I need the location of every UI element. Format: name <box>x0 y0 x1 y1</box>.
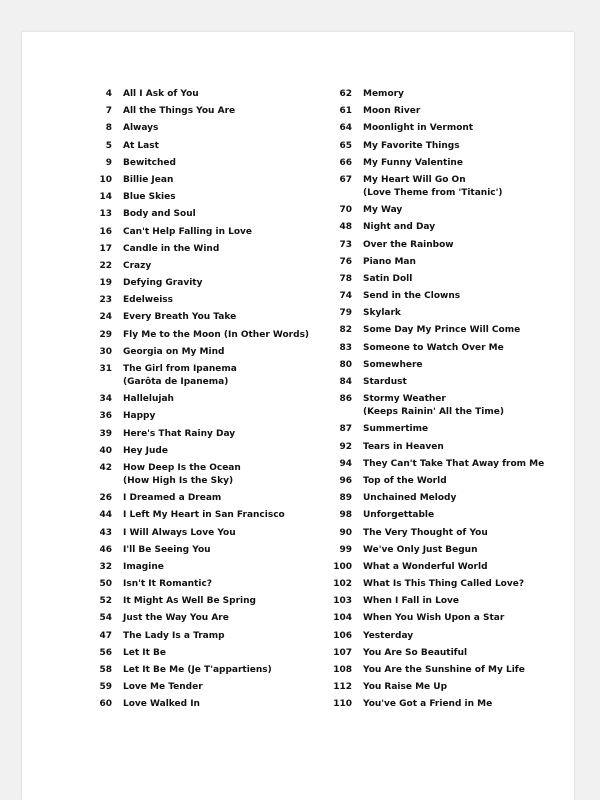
song-title: Yesterday <box>363 630 414 641</box>
song-title: Hallelujah <box>123 394 174 405</box>
page-number: 112 <box>333 682 352 693</box>
song-title: Here's That Rainy Day <box>123 428 236 439</box>
song-title: You Are the Sunshine of My Life <box>363 665 525 675</box>
song-title: Happy <box>123 411 156 422</box>
document-page <box>22 32 574 800</box>
contents-entry <box>325 698 565 711</box>
song-title: The Very Thought of You <box>363 527 488 538</box>
page-number: 8 <box>105 123 112 134</box>
song-title-block <box>363 475 447 488</box>
song-title-block <box>363 492 456 505</box>
song-title: Stardust <box>363 377 407 387</box>
page-number: 87 <box>339 424 352 435</box>
contents-entry <box>90 260 320 273</box>
contents-entry <box>325 612 565 625</box>
song-title-block <box>123 462 241 488</box>
song-title-block <box>123 174 173 187</box>
page-number: 59 <box>99 682 112 693</box>
song-title: Billie Jean <box>123 174 174 185</box>
song-title: Somewhere <box>363 359 423 370</box>
page-number: 9 <box>105 157 112 168</box>
song-title-block <box>363 273 412 286</box>
page-number: 106 <box>333 630 352 641</box>
page-number: 89 <box>339 493 352 504</box>
song-title: I Dreamed a Dream <box>123 493 222 504</box>
page-number: 26 <box>99 493 112 504</box>
song-title: Moon River <box>363 106 421 117</box>
contents-entry <box>325 105 565 118</box>
song-title: Let It Be <box>123 647 167 658</box>
song-title-block <box>123 105 235 118</box>
contents-entry <box>90 140 320 153</box>
page-number: 5 <box>105 140 112 151</box>
contents-entry <box>90 329 320 342</box>
contents-entry <box>325 88 565 101</box>
page-number: 108 <box>333 665 352 675</box>
song-title-block <box>363 359 423 372</box>
song-title: Piano Man <box>363 256 416 267</box>
song-title-block <box>123 630 225 643</box>
contents-entry <box>90 346 320 359</box>
contents-column-left <box>90 88 320 716</box>
song-title-block <box>363 140 460 153</box>
contents-entry <box>90 509 320 522</box>
contents-entry <box>325 122 565 135</box>
contents-entry <box>90 363 320 389</box>
page-number: 19 <box>99 278 112 289</box>
page-number: 31 <box>99 364 112 374</box>
song-title-block <box>363 88 404 101</box>
song-title-block <box>363 458 544 471</box>
page-number: 96 <box>339 475 352 486</box>
page-number: 30 <box>99 346 112 357</box>
contents-entry <box>325 239 565 252</box>
contents-entry <box>90 105 320 118</box>
page-number: 46 <box>99 544 112 555</box>
song-title-block <box>123 509 285 522</box>
contents-entry <box>90 647 320 660</box>
song-title-block <box>363 561 488 574</box>
song-title: My Heart Will Go On <box>363 174 466 185</box>
song-title: Crazy <box>123 260 152 271</box>
contents-entry <box>90 428 320 441</box>
contents-entry <box>90 664 320 677</box>
page-number: 54 <box>99 613 112 624</box>
song-title-block <box>363 256 416 269</box>
song-title-block <box>363 595 459 608</box>
page-number: 43 <box>99 527 112 538</box>
contents-entry <box>325 256 565 269</box>
song-title: I Will Always Love You <box>123 527 236 538</box>
page-number: 32 <box>99 561 112 572</box>
song-title-block <box>363 393 504 419</box>
song-title-block <box>123 544 211 557</box>
song-title-block <box>123 122 158 135</box>
page-number: 22 <box>99 260 112 271</box>
contents-entry <box>90 122 320 135</box>
song-title-block <box>123 698 200 711</box>
song-title: When You Wish Upon a Star <box>363 613 505 624</box>
song-title: Blue Skies <box>123 192 176 203</box>
contents-entry <box>90 612 320 625</box>
page-number: 13 <box>99 209 112 220</box>
song-title: Hey Jude <box>123 445 168 456</box>
song-subtitle: (How High Is the Sky) <box>123 475 234 486</box>
song-subtitle: (Love Theme from 'Titanic') <box>363 187 503 198</box>
contents-entry <box>90 578 320 591</box>
page-number: 4 <box>105 89 112 99</box>
contents-entry <box>325 647 565 660</box>
contents-entry <box>325 423 565 436</box>
contents-entry <box>90 544 320 557</box>
song-title-block <box>363 221 435 234</box>
song-title: Georgia on My Mind <box>123 346 225 357</box>
song-title: What a Wonderful World <box>363 561 488 572</box>
contents-entry <box>325 630 565 643</box>
page-number: 73 <box>339 239 352 250</box>
song-title: You've Got a Friend in Me <box>363 699 493 710</box>
page-number: 60 <box>99 699 112 710</box>
song-title-block <box>363 441 444 454</box>
song-title: Memory <box>363 89 404 99</box>
song-title-block <box>363 544 477 557</box>
contents-entry <box>325 561 565 574</box>
page-number: 84 <box>339 377 352 387</box>
contents-entry <box>325 140 565 153</box>
contents-entry <box>90 527 320 540</box>
contents-entry <box>325 359 565 372</box>
contents-entry <box>90 492 320 505</box>
song-title-block <box>123 191 176 204</box>
song-title-block <box>123 140 159 153</box>
song-title-block <box>123 527 236 540</box>
song-title: Body and Soul <box>123 209 196 220</box>
contents-entry <box>325 174 565 200</box>
contents-entry <box>90 393 320 406</box>
song-title: Some Day My Prince Will Come <box>363 325 521 336</box>
page-number: 39 <box>99 428 112 439</box>
song-title-block <box>123 363 237 389</box>
song-title-block <box>363 612 504 625</box>
page-number: 10 <box>99 174 112 185</box>
song-title-block <box>363 681 447 694</box>
song-title: All the Things You Are <box>123 106 236 117</box>
song-title-block <box>123 595 256 608</box>
song-title-block <box>123 445 168 458</box>
contents-entry <box>325 664 565 677</box>
song-title: You Are So Beautiful <box>363 647 468 658</box>
song-title-block <box>363 578 524 591</box>
contents-entry <box>325 157 565 170</box>
contents-entry <box>325 393 565 419</box>
song-title-block <box>123 260 151 273</box>
song-title: Always <box>123 123 159 134</box>
contents-entry <box>90 698 320 711</box>
song-title-block <box>363 204 402 217</box>
song-title: Let It Be Me (Je T'appartiens) <box>123 665 272 675</box>
song-title-block <box>123 329 309 342</box>
song-title-block <box>123 243 219 256</box>
page-number: 44 <box>99 510 112 521</box>
contents-entry <box>90 208 320 221</box>
song-title: Unforgettable <box>363 510 435 521</box>
song-title: It Might As Well Be Spring <box>123 596 256 607</box>
song-title-block <box>123 226 252 239</box>
contents-column-right <box>325 88 565 716</box>
page-number: 65 <box>339 140 352 151</box>
song-title: Skylark <box>363 308 401 319</box>
song-title: Night and Day <box>363 222 436 233</box>
song-title: They Can't Take That Away from Me <box>363 458 545 469</box>
song-title: Tears in Heaven <box>363 441 444 452</box>
song-title-block <box>363 527 488 540</box>
page-number: 78 <box>339 273 352 284</box>
contents-entry <box>325 475 565 488</box>
song-title-block <box>363 698 492 711</box>
page-number: 80 <box>339 359 352 370</box>
song-title: All I Ask of You <box>123 89 199 99</box>
page-number: 16 <box>99 226 112 237</box>
song-title: At Last <box>123 140 159 151</box>
song-title: Just the Way You Are <box>123 613 229 624</box>
page-number: 62 <box>339 89 352 99</box>
contents-entry <box>90 462 320 488</box>
song-title-block <box>363 290 460 303</box>
page-number: 40 <box>99 445 112 456</box>
page-number: 104 <box>333 613 352 624</box>
page-number: 48 <box>339 222 352 233</box>
song-title-block <box>363 342 504 355</box>
page-number: 24 <box>99 312 112 323</box>
page-number: 58 <box>99 665 112 675</box>
page-number: 110 <box>333 699 352 710</box>
page-number: 67 <box>339 174 352 185</box>
contents-entry <box>325 307 565 320</box>
page-number: 64 <box>339 123 352 134</box>
page-number: 100 <box>333 561 352 572</box>
song-title-block <box>363 105 420 118</box>
song-title: Stormy Weather <box>363 394 446 405</box>
song-title-block <box>363 423 428 436</box>
page-number: 98 <box>339 510 352 521</box>
song-title: Every Breath You Take <box>123 312 237 323</box>
contents-entry <box>90 410 320 423</box>
song-title: Love Walked In <box>123 699 200 710</box>
song-title-block <box>123 612 229 625</box>
song-title: My Funny Valentine <box>363 157 463 168</box>
song-title: Summertime <box>363 424 429 435</box>
song-title: Can't Help Falling in Love <box>123 226 253 237</box>
page-number: 70 <box>339 205 352 216</box>
song-title-block <box>123 393 174 406</box>
song-title-block <box>123 277 202 290</box>
page-number: 90 <box>339 527 352 538</box>
song-title: I'll Be Seeing You <box>123 544 211 555</box>
contents-entry <box>90 226 320 239</box>
page-number: 14 <box>99 192 112 203</box>
song-title: You Raise Me Up <box>363 682 448 693</box>
song-title-block <box>363 174 503 200</box>
song-title: How Deep Is the Ocean <box>123 462 241 473</box>
contents-entry <box>325 458 565 471</box>
page-number: 92 <box>339 441 352 452</box>
page-number: 47 <box>99 630 112 641</box>
song-title-block <box>123 346 224 359</box>
page-number: 23 <box>99 295 112 306</box>
song-title: Edelweiss <box>123 295 173 306</box>
contents-entry <box>325 492 565 505</box>
song-title: The Lady Is a Tramp <box>123 630 225 641</box>
song-title: Imagine <box>123 561 164 572</box>
contents-entry <box>90 561 320 574</box>
song-title-block <box>123 208 196 221</box>
contents-entry <box>325 441 565 454</box>
song-title: Bewitched <box>123 157 176 168</box>
song-title: My Way <box>363 205 403 216</box>
contents-entry <box>325 221 565 234</box>
song-title: Send in the Clowns <box>363 291 461 302</box>
page-number: 83 <box>339 342 352 353</box>
page-number: 34 <box>99 394 112 405</box>
page-number: 99 <box>339 544 352 555</box>
contents-entry <box>90 630 320 643</box>
page-number: 82 <box>339 325 352 336</box>
page-number: 29 <box>99 329 112 340</box>
song-title-block <box>363 376 407 389</box>
song-title-block <box>123 428 235 441</box>
song-title: Unchained Melody <box>363 493 457 504</box>
song-subtitle: (Keeps Rainin' All the Time) <box>363 407 504 418</box>
song-title: Moonlight in Vermont <box>363 123 474 134</box>
page-number: 50 <box>99 579 112 590</box>
contents-entry <box>90 191 320 204</box>
contents-entry <box>90 243 320 256</box>
page-number: 74 <box>339 291 352 302</box>
contents-entry <box>90 174 320 187</box>
song-title: Isn't It Romantic? <box>123 579 213 590</box>
contents-entry <box>325 273 565 286</box>
contents-entry <box>90 294 320 307</box>
contents-entry <box>325 578 565 591</box>
page-number: 76 <box>339 256 352 267</box>
song-title-block <box>123 294 173 307</box>
song-title-block <box>363 630 413 643</box>
song-title-block <box>363 157 463 170</box>
page-number: 61 <box>339 106 352 117</box>
page-number: 17 <box>99 243 112 254</box>
song-title: Fly Me to the Moon (In Other Words) <box>123 329 310 340</box>
contents-entry <box>90 88 320 101</box>
contents-entry <box>325 376 565 389</box>
page-number: 42 <box>99 462 112 473</box>
song-title: Defying Gravity <box>123 278 203 289</box>
contents-entry <box>90 157 320 170</box>
contents-entry <box>325 342 565 355</box>
song-title-block <box>123 647 166 660</box>
song-title-block <box>123 561 164 574</box>
song-title-block <box>363 324 520 337</box>
song-title-block <box>123 157 176 170</box>
song-title-block <box>123 88 199 101</box>
page-number: 52 <box>99 596 112 607</box>
page-number: 56 <box>99 647 112 658</box>
song-title-block <box>123 578 212 591</box>
song-title-block <box>123 492 221 505</box>
contents-entry <box>90 595 320 608</box>
song-title: Love Me Tender <box>123 682 203 693</box>
page-number: 94 <box>339 458 352 469</box>
song-title-block <box>123 681 203 694</box>
song-title-block <box>363 307 401 320</box>
song-subtitle: (Garôta de Ipanema) <box>123 377 229 387</box>
song-title-block <box>363 509 434 522</box>
contents-entry <box>325 509 565 522</box>
song-title: What Is This Thing Called Love? <box>363 579 525 590</box>
contents-entry <box>325 290 565 303</box>
contents-entry <box>325 544 565 557</box>
song-title: When I Fall in Love <box>363 596 459 607</box>
page-number: 36 <box>99 411 112 422</box>
page-number: 7 <box>105 106 112 117</box>
contents-entry <box>325 527 565 540</box>
contents-entry <box>325 681 565 694</box>
song-title: My Favorite Things <box>363 140 460 151</box>
contents-entry <box>325 595 565 608</box>
page-number: 66 <box>339 157 352 168</box>
contents-entry <box>90 445 320 458</box>
contents-entry <box>325 324 565 337</box>
song-title: Someone to Watch Over Me <box>363 342 504 353</box>
contents-entry <box>90 681 320 694</box>
song-title: Top of the World <box>363 475 447 486</box>
song-title-block <box>363 664 525 677</box>
contents-entry <box>325 204 565 217</box>
page-number: 86 <box>339 394 352 405</box>
song-title: Over the Rainbow <box>363 239 454 250</box>
song-title: We've Only Just Begun <box>363 544 478 555</box>
song-title: The Girl from Ipanema <box>123 364 237 374</box>
song-title-block <box>123 664 272 677</box>
page-number: 79 <box>339 308 352 319</box>
song-title-block <box>363 122 473 135</box>
song-title-block <box>363 239 454 252</box>
page-number: 102 <box>333 579 352 590</box>
contents-entry <box>90 277 320 290</box>
song-title: Satin Doll <box>363 273 413 284</box>
page-number: 107 <box>333 647 352 658</box>
song-title-block <box>123 311 236 324</box>
song-title-block <box>123 410 155 423</box>
song-title: Candle in the Wind <box>123 243 220 254</box>
contents-entry <box>90 311 320 324</box>
page-number: 103 <box>333 596 352 607</box>
song-title: I Left My Heart in San Francisco <box>123 510 285 521</box>
song-title-block <box>363 647 467 660</box>
